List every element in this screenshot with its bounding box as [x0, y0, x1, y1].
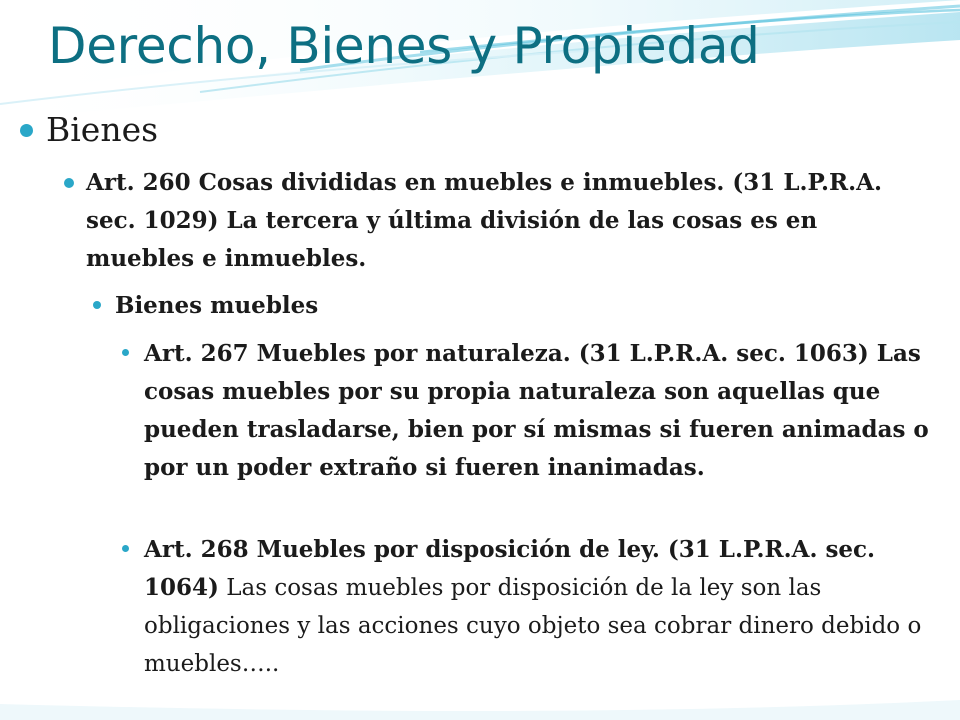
- bullet-level4-icon: [122, 349, 129, 356]
- article-260: Art. 260 Cosas divididas en muebles e inmuebles. (31 L.P.R.A. sec. 1029) La tercera y última división de las cosas es en muebles e inmuebles.: [86, 169, 882, 272]
- article-268-body: Las cosas muebles por disposición de la ley son las obligaciones y las acciones cuyo objeto sea cobrar dinero debido o muebles…..: [144, 575, 922, 677]
- bullet-level4-icon: [122, 545, 129, 552]
- bullet-bienes-muebles: Bienes muebles: [115, 292, 319, 319]
- bullet-level2-icon: [64, 178, 74, 188]
- slide-title: Derecho, Bienes y Propiedad: [48, 17, 760, 75]
- bullet-level3-icon: [93, 301, 101, 309]
- bullet-bienes: Bienes: [46, 110, 159, 149]
- article-268-heading: Art. 268 Muebles por disposición de ley. (31 L.P.R.A. sec. 1064): [144, 536, 876, 601]
- bullet-level1-icon: [20, 124, 33, 137]
- article-267: Art. 267 Muebles por naturaleza. (31 L.P.R.A. sec. 1063) Las cosas muebles por su propia naturaleza son aquellas que pueden trasladarse, bien por sí mismas si fueren animadas o por un poder extraño si fueren inanimadas.: [144, 340, 929, 481]
- article-268: [144, 531, 944, 683]
